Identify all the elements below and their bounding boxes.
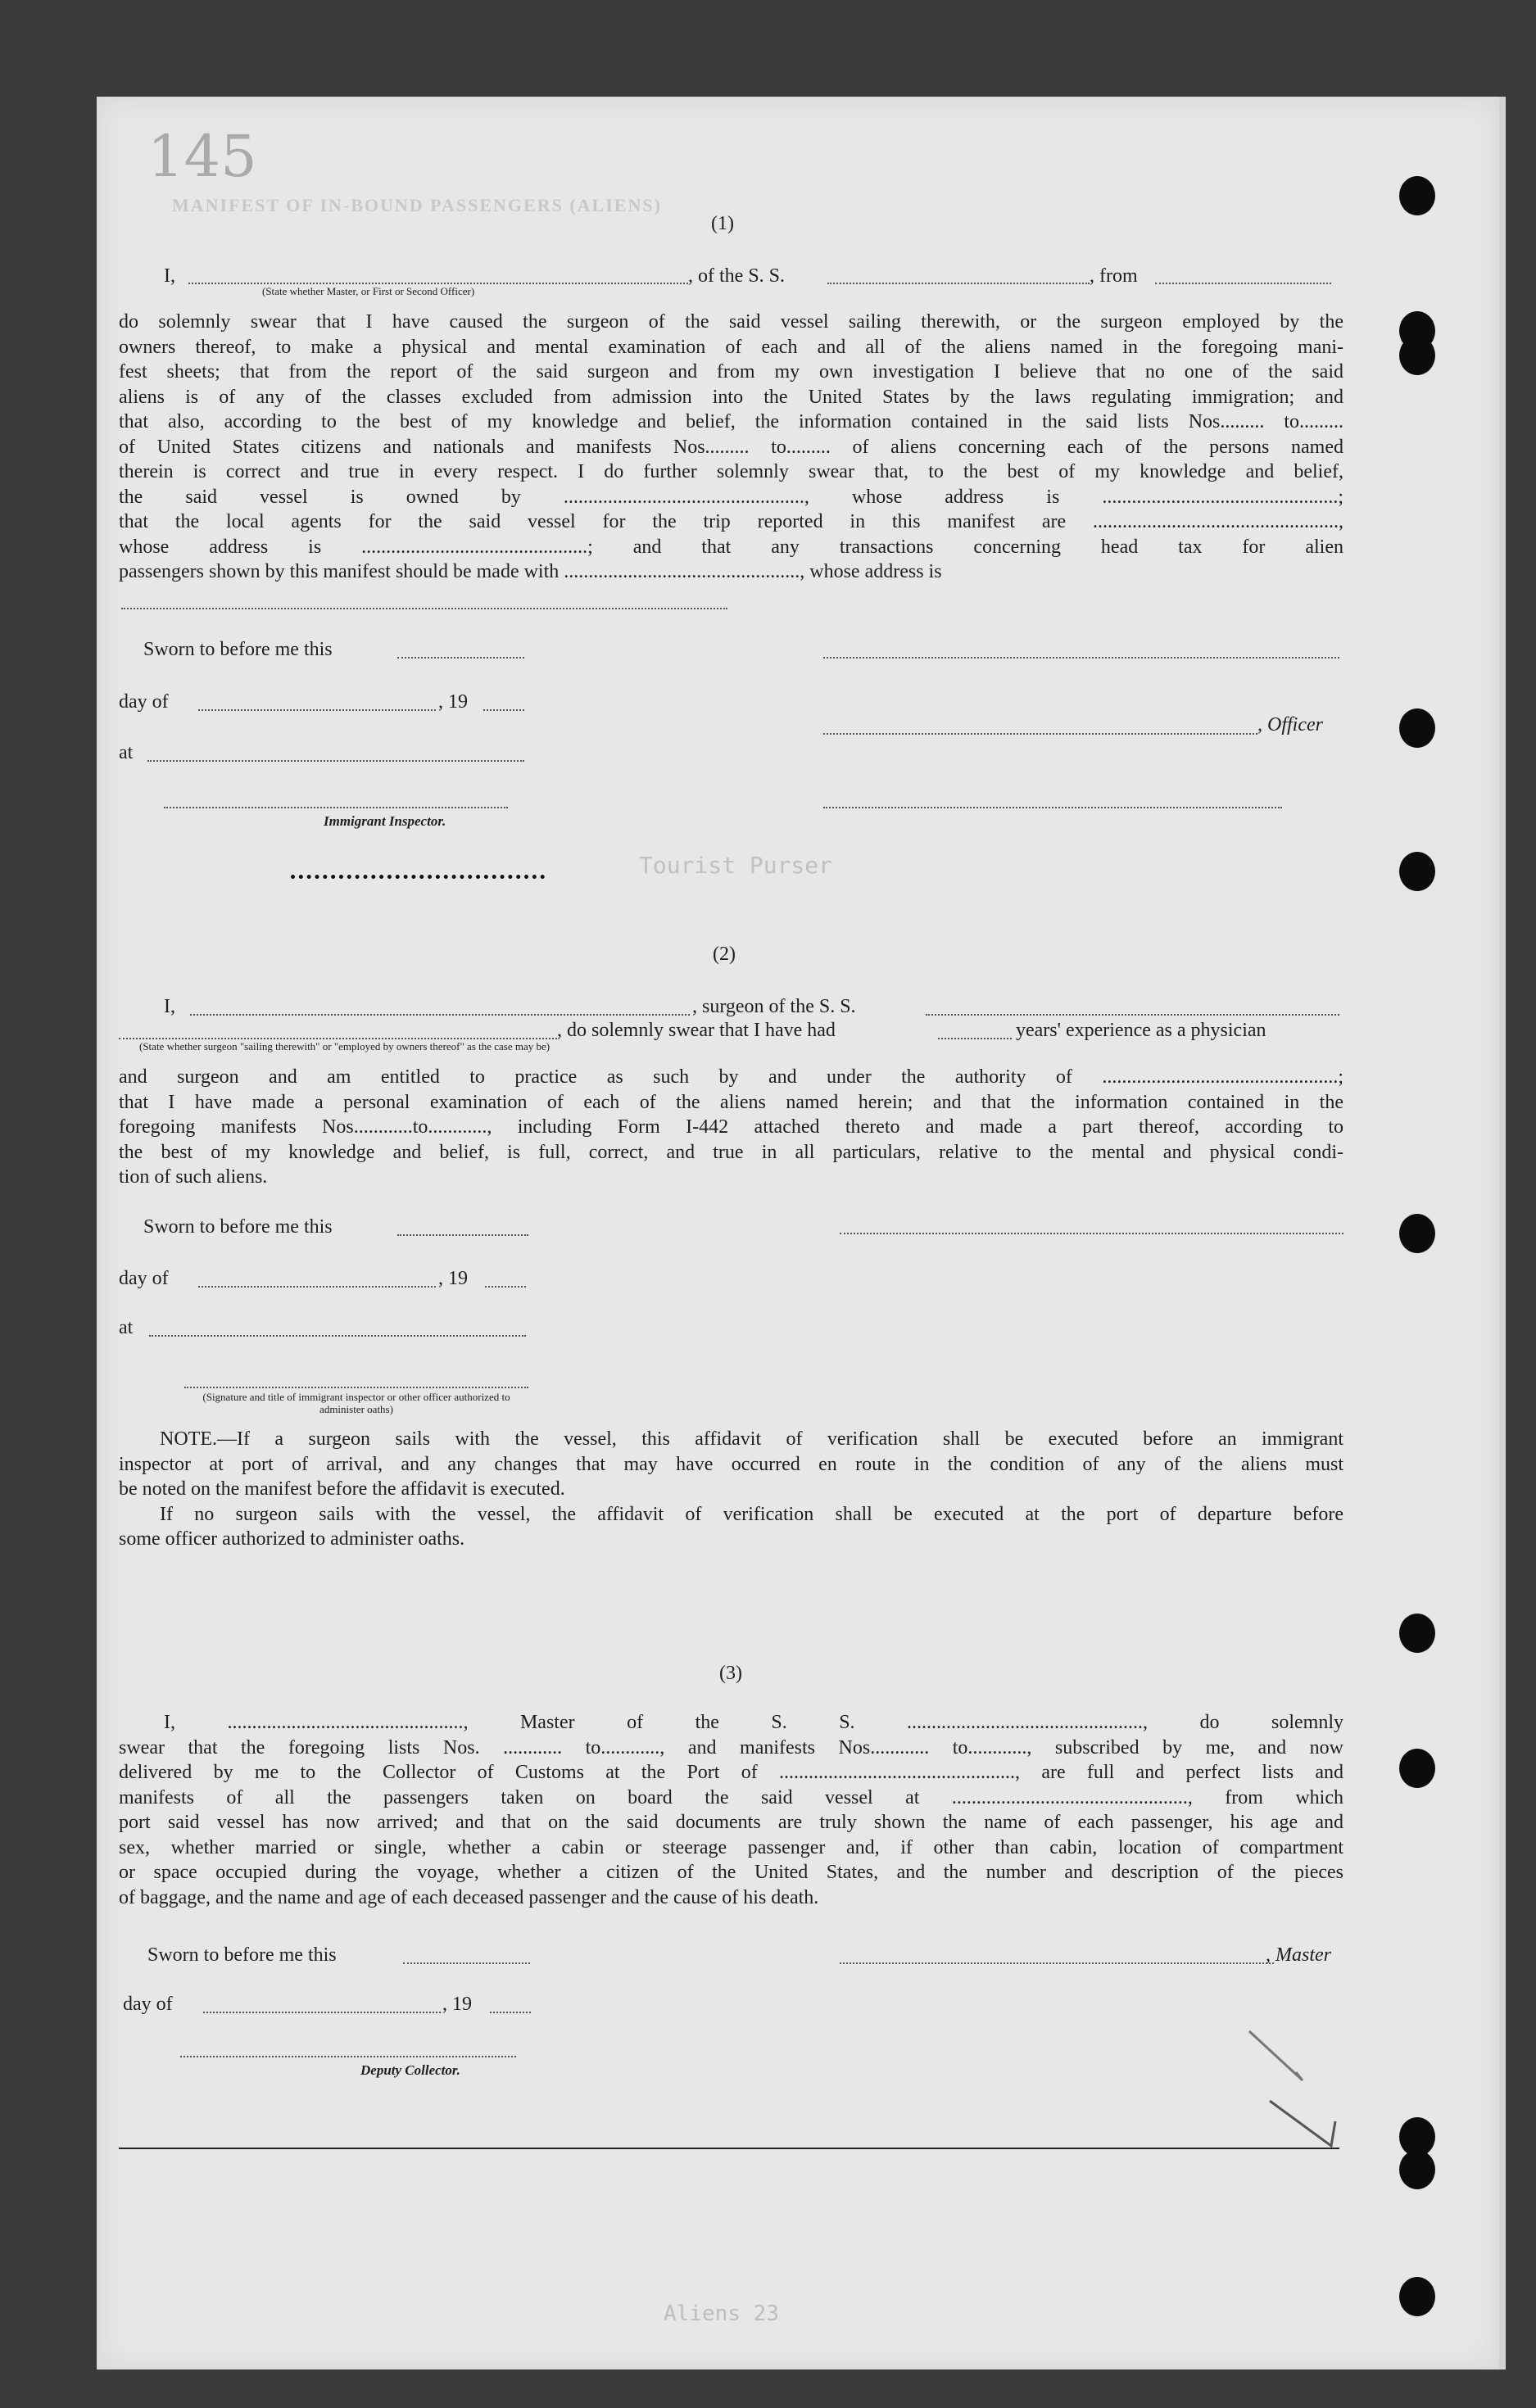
s2-surgeon-of-ss: , surgeon of the S. S. xyxy=(692,996,856,1017)
binder-hole-1 xyxy=(1399,176,1435,215)
s2-note-line: NOTE.—If a surgeon sails with the vessel, this affidavit of verification shall be executed before an immigrant xyxy=(160,1428,1343,1450)
s1-day-field xyxy=(198,709,436,711)
s1-year-field xyxy=(483,709,524,711)
s2-day-of-label: day of xyxy=(119,1268,169,1289)
s2-at-label: at xyxy=(119,1317,134,1338)
s1-caption: (State whether Master, or First or Second Officer) xyxy=(262,285,475,297)
section-1-number: (1) xyxy=(711,213,734,234)
s1-oath-line: do solemnly swear that I have caused the surgeon of the said vessel sailing therewith, or the surgeon employed by the xyxy=(119,311,1343,333)
bottom-rule xyxy=(119,2148,1339,2149)
s2-inspector-signature-field xyxy=(184,1387,528,1388)
s3-master-label: , Master xyxy=(1266,1944,1331,1966)
s1-officer-title-field xyxy=(823,733,1257,735)
s1-officer-name-field xyxy=(188,283,688,284)
s2-sailing-status-field xyxy=(119,1038,557,1039)
s3-collector-signature-field xyxy=(180,2056,516,2057)
s1-line1-of-ss: , of the S. S. xyxy=(688,265,786,287)
s2-note-line: If no surgeon sails with the vessel, the affidavit of verification shall be executed at the port of departure before xyxy=(160,1503,1343,1525)
s3-year-field xyxy=(490,2012,531,2013)
s3-oath-line: manifests of all the passengers taken on board the said vessel at ................................................, from which xyxy=(119,1786,1343,1808)
s3-day-field xyxy=(203,2012,441,2013)
binder-hole-4 xyxy=(1399,708,1435,748)
check-mark-icon xyxy=(1245,2023,1343,2162)
s2-years-experience: years' experience as a physician xyxy=(1016,1020,1266,1041)
s2-oath-line: foregoing manifests Nos............to............, including Form I-442 attached thereto and made a part thereof, according to xyxy=(119,1116,1343,1138)
s2-year-label: , 19 xyxy=(438,1268,468,1289)
s3-master-signature-field xyxy=(840,1962,1274,1964)
binder-hole-8 xyxy=(1399,1749,1435,1788)
s1-line1-from: , from xyxy=(1090,265,1138,287)
faint-manifest-header: MANIFEST OF IN-BOUND PASSENGERS (ALIENS) xyxy=(172,195,662,215)
s2-sig-caption: (Signature and title of immigrant inspector or other officer authorized to administer oaths) xyxy=(202,1391,510,1415)
s1-officer-label: , Officer xyxy=(1257,714,1323,736)
s2-oath-line: tion of such aliens. xyxy=(119,1166,268,1188)
s1-officer-signature-field xyxy=(823,657,1339,659)
s2-note-line: be noted on the manifest before the affidavit is executed. xyxy=(119,1478,565,1500)
s2-oath-line: and surgeon and am entitled to practice as such by and under the authority of ................................................; xyxy=(119,1066,1343,1088)
s1-line1-prefix: I, xyxy=(164,265,175,287)
s1-year-label: , 19 xyxy=(438,691,468,713)
binder-hole-3 xyxy=(1399,336,1435,375)
s2-sworn-label: Sworn to before me this xyxy=(143,1216,333,1238)
s1-oath-line: whose address is ..............................................; and that any transactions concerning head tax for alien xyxy=(119,536,1343,558)
s3-day-of-label: day of xyxy=(123,1994,173,2015)
s2-note-line: inspector at port of arrival, and any changes that may have occurred en route in the condition of any of the aliens must xyxy=(119,1453,1343,1475)
s1-oath-line: that also, according to the best of my knowledge and belief, the information contained in the said lists Nos......... to......... xyxy=(119,411,1343,432)
s1-address-continuation xyxy=(121,608,727,609)
s1-at-label: at xyxy=(119,742,134,763)
s1-oath-line: aliens is of any of the classes excluded from admission into the United States by the laws regulating immigration; and xyxy=(119,386,1343,408)
s1-at-field xyxy=(147,760,524,762)
s1-sworn-label: Sworn to before me this xyxy=(143,639,333,660)
s1-day-of-label: day of xyxy=(119,691,169,713)
s3-oath-line: of baggage, and the name and age of each deceased passenger and the cause of his death. xyxy=(119,1886,819,1908)
s3-oath-paragraph xyxy=(119,1710,1343,1910)
s1-oath-line: passengers shown by this manifest should be made with ................................................, whose address is xyxy=(119,561,942,582)
s1-oath-line: the said vessel is owned by ................................................., whose address is ................................................; xyxy=(119,486,1343,508)
section-2-number: (2) xyxy=(713,944,736,965)
s3-collector-label: Deputy Collector. xyxy=(360,2062,460,2078)
s3-oath-line: sex, whether married or single, whether a cabin or steerage passenger and, if other than cabin, location of compartment xyxy=(119,1836,1343,1858)
s2-oath-line: the best of my knowledge and belief, is full, correct, and true in all particulars, relative to the mental and physical condi- xyxy=(119,1141,1343,1163)
binder-hole-7 xyxy=(1399,1614,1435,1653)
s2-line1-prefix: I, xyxy=(164,996,175,1017)
s2-ship-field xyxy=(926,1014,1339,1016)
s2-sworn-date-field xyxy=(397,1234,528,1236)
faint-aliens-text: Aliens 23 xyxy=(664,2302,779,2326)
s1-dots-stroke xyxy=(291,875,545,879)
s3-oath-line: delivered by me to the Collector of Customs at the Port of ................................................, are full and perfect lists and xyxy=(119,1762,1343,1783)
s1-inspector-signature-field xyxy=(164,807,508,808)
s1-oath-line: fest sheets; that from the report of the said surgeon and from my own investigation I believe that no one of the said xyxy=(119,361,1343,382)
s3-oath-line: port said vessel has now arrived; and that on the said documents are truly shown the name of each passenger, his age and xyxy=(119,1812,1343,1833)
s1-ship-field xyxy=(827,283,1090,284)
handwritten-page-number: 145 xyxy=(147,123,257,190)
s2-at-field xyxy=(149,1335,526,1337)
s2-oath-line: that I have made a personal examination of each of the aliens named herein; and that the information contained in the xyxy=(119,1091,1343,1113)
s1-oath-paragraph xyxy=(119,310,1343,585)
section-3-number: (3) xyxy=(719,1663,742,1684)
binder-hole-6 xyxy=(1399,1214,1435,1253)
s3-year-label: , 19 xyxy=(442,1994,472,2015)
s1-inspector-label: Immigrant Inspector. xyxy=(324,813,446,829)
s3-sworn-date-field xyxy=(403,1962,530,1964)
s1-oath-line: that the local agents for the said vessel for the trip reported in this manifest are .................................................., xyxy=(119,511,1343,532)
s2-solemnly-swear: , do solemnly swear that I have had xyxy=(557,1020,836,1041)
s2-year-field xyxy=(485,1286,526,1288)
s2-surgeon-signature-field xyxy=(840,1233,1343,1234)
s2-years-field xyxy=(938,1038,1012,1039)
s2-note-line: some officer authorized to administer oaths. xyxy=(119,1528,465,1550)
s3-oath-line: swear that the foregoing lists Nos. ............ to............, and manifests Nos............ to............, subscribed by me, and now xyxy=(119,1736,1343,1758)
s1-oath-line: owners thereof, to make a physical and mental examination of each and all of the aliens named in the foregoing mani- xyxy=(119,336,1343,358)
s1-from-field xyxy=(1155,283,1331,284)
s3-sworn-label: Sworn to before me this xyxy=(147,1944,337,1966)
s1-right-signature-field xyxy=(823,807,1282,808)
s2-surgeon-name-field xyxy=(190,1014,690,1016)
s3-oath-line: I, ................................................, Master of the S. S. ................................................, do solemnly xyxy=(164,1712,1343,1733)
s3-oath-line: or space occupied during the voyage, whether a citizen of the United States, and the number and description of the pieces xyxy=(119,1862,1343,1883)
binder-hole-11 xyxy=(1399,2277,1435,2316)
s2-caption: (State whether surgeon "sailing therewith" or "employed by owners thereof" as the case may be) xyxy=(139,1040,551,1052)
s2-day-field xyxy=(198,1286,436,1288)
s2-oath-paragraph xyxy=(119,1065,1343,1190)
binder-hole-10 xyxy=(1399,2150,1435,2189)
binder-hole-5 xyxy=(1399,852,1435,891)
s2-note-paragraph xyxy=(119,1427,1343,1552)
s1-sworn-date-field xyxy=(397,657,524,659)
s1-oath-line: of United States citizens and nationals and manifests Nos......... to......... of aliens concerning each of the persons named xyxy=(119,436,1343,458)
faint-purser-text: Tourist Purser xyxy=(639,852,833,879)
s1-oath-line: therein is correct and true in every respect. I do further solemnly swear that, to the best of my knowledge and belief, xyxy=(119,461,1343,482)
